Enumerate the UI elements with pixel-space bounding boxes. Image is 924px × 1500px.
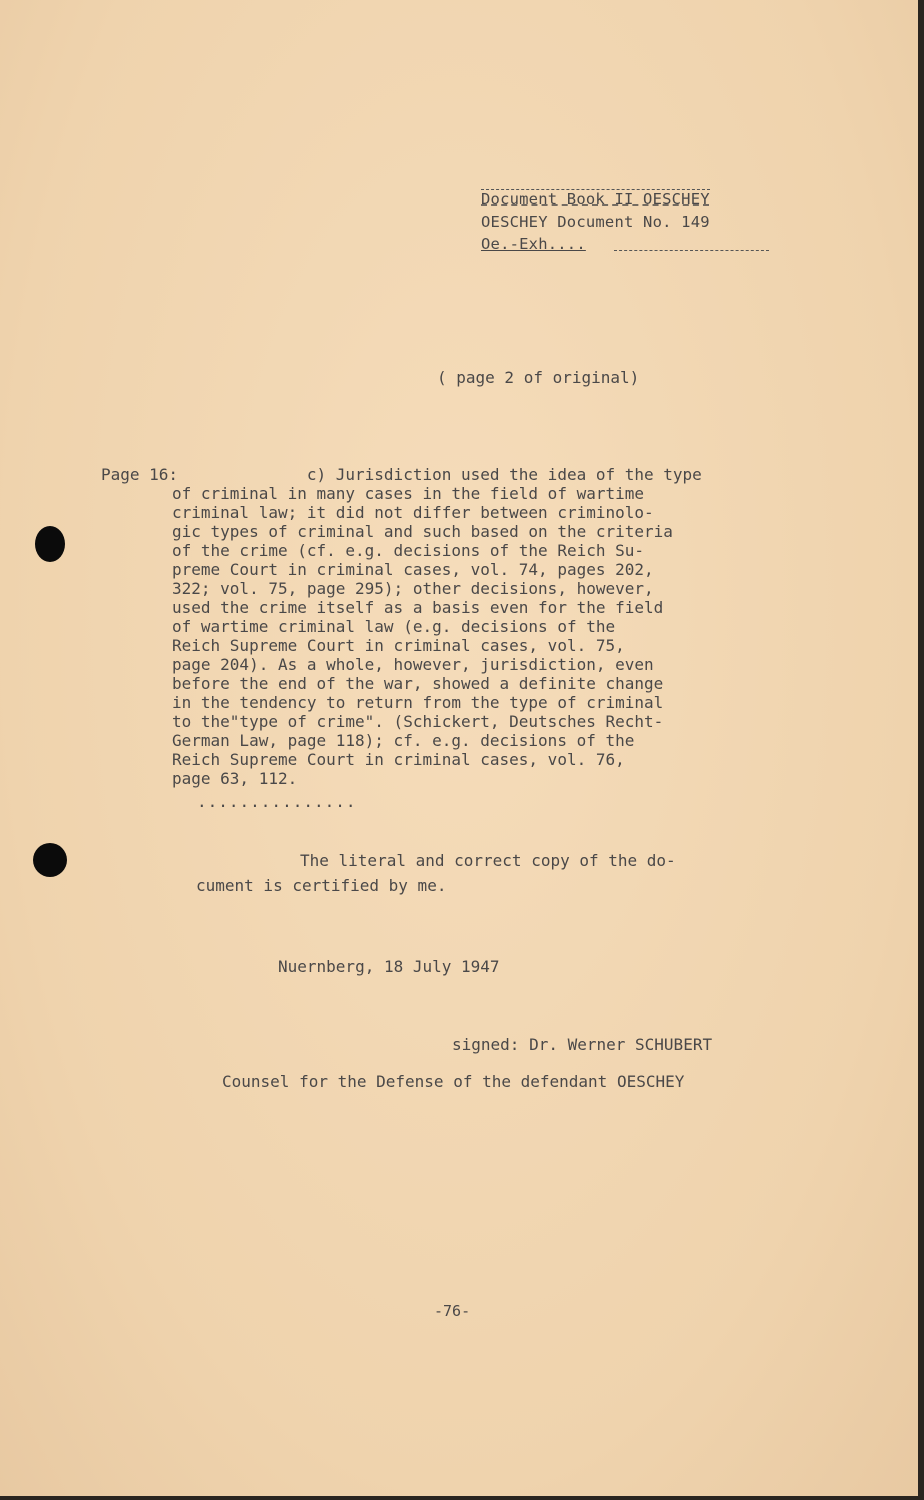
body-line: German Law, page 118); cf. e.g. decisions of the [172,731,635,750]
place-date: Nuernberg, 18 July 1947 [278,957,500,976]
body-line: Reich Supreme Court in criminal cases, vol. 76, [172,750,625,769]
page-original-note: ( page 2 of original) [437,368,640,387]
counsel-line: Counsel for the Defense of the defendant OESCHEY [222,1072,685,1091]
punch-hole-icon [33,843,67,877]
body-line: criminal law; it did not differ between criminolo- [172,503,654,522]
signature-line: signed: Dr. Werner SCHUBERT [452,1035,713,1054]
body-line: of wartime criminal law (e.g. decisions of the [172,617,616,636]
body-line: in the tendency to return from the type of criminal [172,693,664,712]
punch-hole-icon [35,526,65,562]
body-line: gic types of criminal and such based on the criteria [172,522,673,541]
header-document-book: Document Book II OESCHEY [481,190,710,208]
body-line: before the end of the war, showed a definite change [172,674,664,693]
body-line: Reich Supreme Court in criminal cases, vol. 75, [172,636,625,655]
header-exhibit: Oe.-Exh.... [481,235,586,253]
body-line: c) Jurisdiction used the idea of the type [172,465,702,484]
body-line: of the crime (cf. e.g. decisions of the Reich Su- [172,541,645,560]
body-line: of criminal in many cases in the field of wartime [172,484,645,503]
page-label: Page 16: [101,465,179,484]
body-line: used the crime itself as a basis even for the field [172,598,664,617]
certification-line-2: cument is certified by me. [196,876,447,895]
body-line: page 204). As a whole, however, jurisdiction, even [172,655,654,674]
body-line: preme Court in criminal cases, vol. 74, pages 202, [172,560,654,579]
body-line: to the"type of crime". (Schickert, Deutsches Recht- [172,712,664,731]
header-exhibit-blank-line [614,250,769,251]
page-number: -76- [434,1302,471,1320]
certification-line-1: The literal and correct copy of the do- [300,851,676,870]
header-document-number: OESCHEY Document No. 149 [481,213,710,231]
dotted-separator: ............... [197,792,357,811]
body-line: 322; vol. 75, page 295); other decisions, however, [172,579,654,598]
body-line: page 63, 112. [172,769,298,788]
